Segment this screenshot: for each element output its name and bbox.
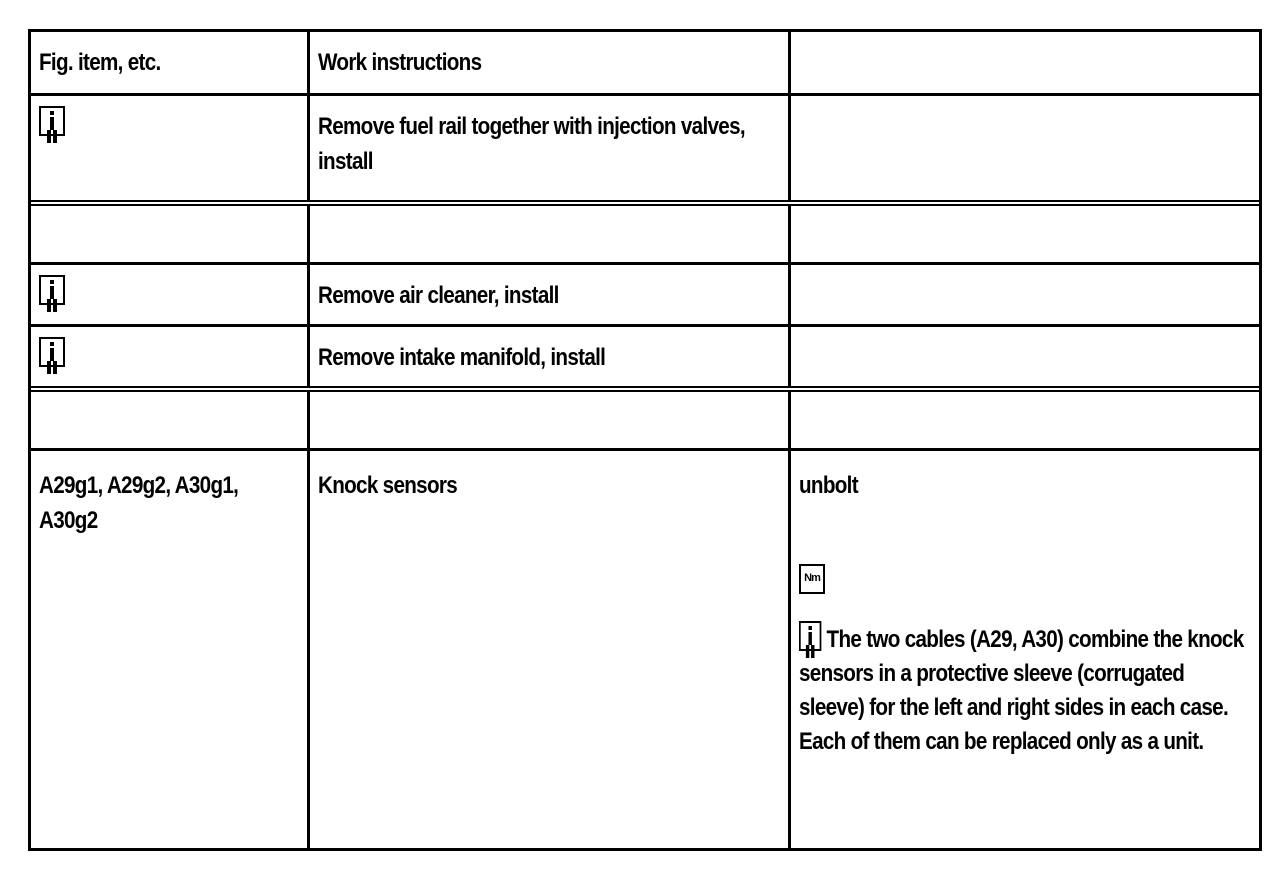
row-fig-item [31, 392, 307, 448]
table-row [31, 386, 1259, 448]
torque-icon: Nm [799, 564, 825, 594]
row-instruction: Remove fuel rail together with injection valves, install [307, 96, 788, 200]
row-instruction: Remove intake manifold, install [307, 327, 788, 386]
table-row [31, 262, 1259, 324]
row-fig-item [31, 265, 307, 324]
table-row [31, 93, 1259, 200]
row-notes [788, 206, 1259, 262]
row-fig-item: A29g1, A29g2, A30g1, A30g2 [39, 472, 239, 534]
info-icon [39, 275, 65, 305]
info-icon [39, 337, 65, 367]
table-row [31, 448, 1259, 848]
info-icon [39, 106, 65, 136]
row-notes [788, 327, 1259, 386]
header-fig-item: Fig. item, etc. [39, 49, 161, 76]
row-fig-item [31, 96, 307, 200]
work-instructions-table [28, 29, 1262, 851]
row-notes [788, 96, 1259, 200]
row-instruction: Remove air cleaner, install [307, 265, 788, 324]
row-instruction [307, 392, 788, 448]
info-icon [799, 621, 821, 651]
table-header-row [31, 32, 1259, 93]
row-instruction [307, 206, 788, 262]
table-row [31, 324, 1259, 386]
row-notes [788, 451, 1259, 848]
header-empty [788, 32, 1259, 93]
row-fig-item [31, 206, 307, 262]
row-instruction: Knock sensors [307, 451, 788, 848]
table-row [31, 200, 1259, 262]
row-notes [788, 265, 1259, 324]
row-notes [788, 392, 1259, 448]
knock-sensor-note: The two cables (A29, A30) combine the knock sensors in a protective sleeve (corrugated sleeve) for the left and right sides in each case. Each of them can be replaced only as a unit. [799, 626, 1244, 756]
row-fig-item [31, 327, 307, 386]
unbolt-text: unbolt [799, 472, 858, 499]
header-work-instructions: Work instructions [307, 32, 788, 93]
